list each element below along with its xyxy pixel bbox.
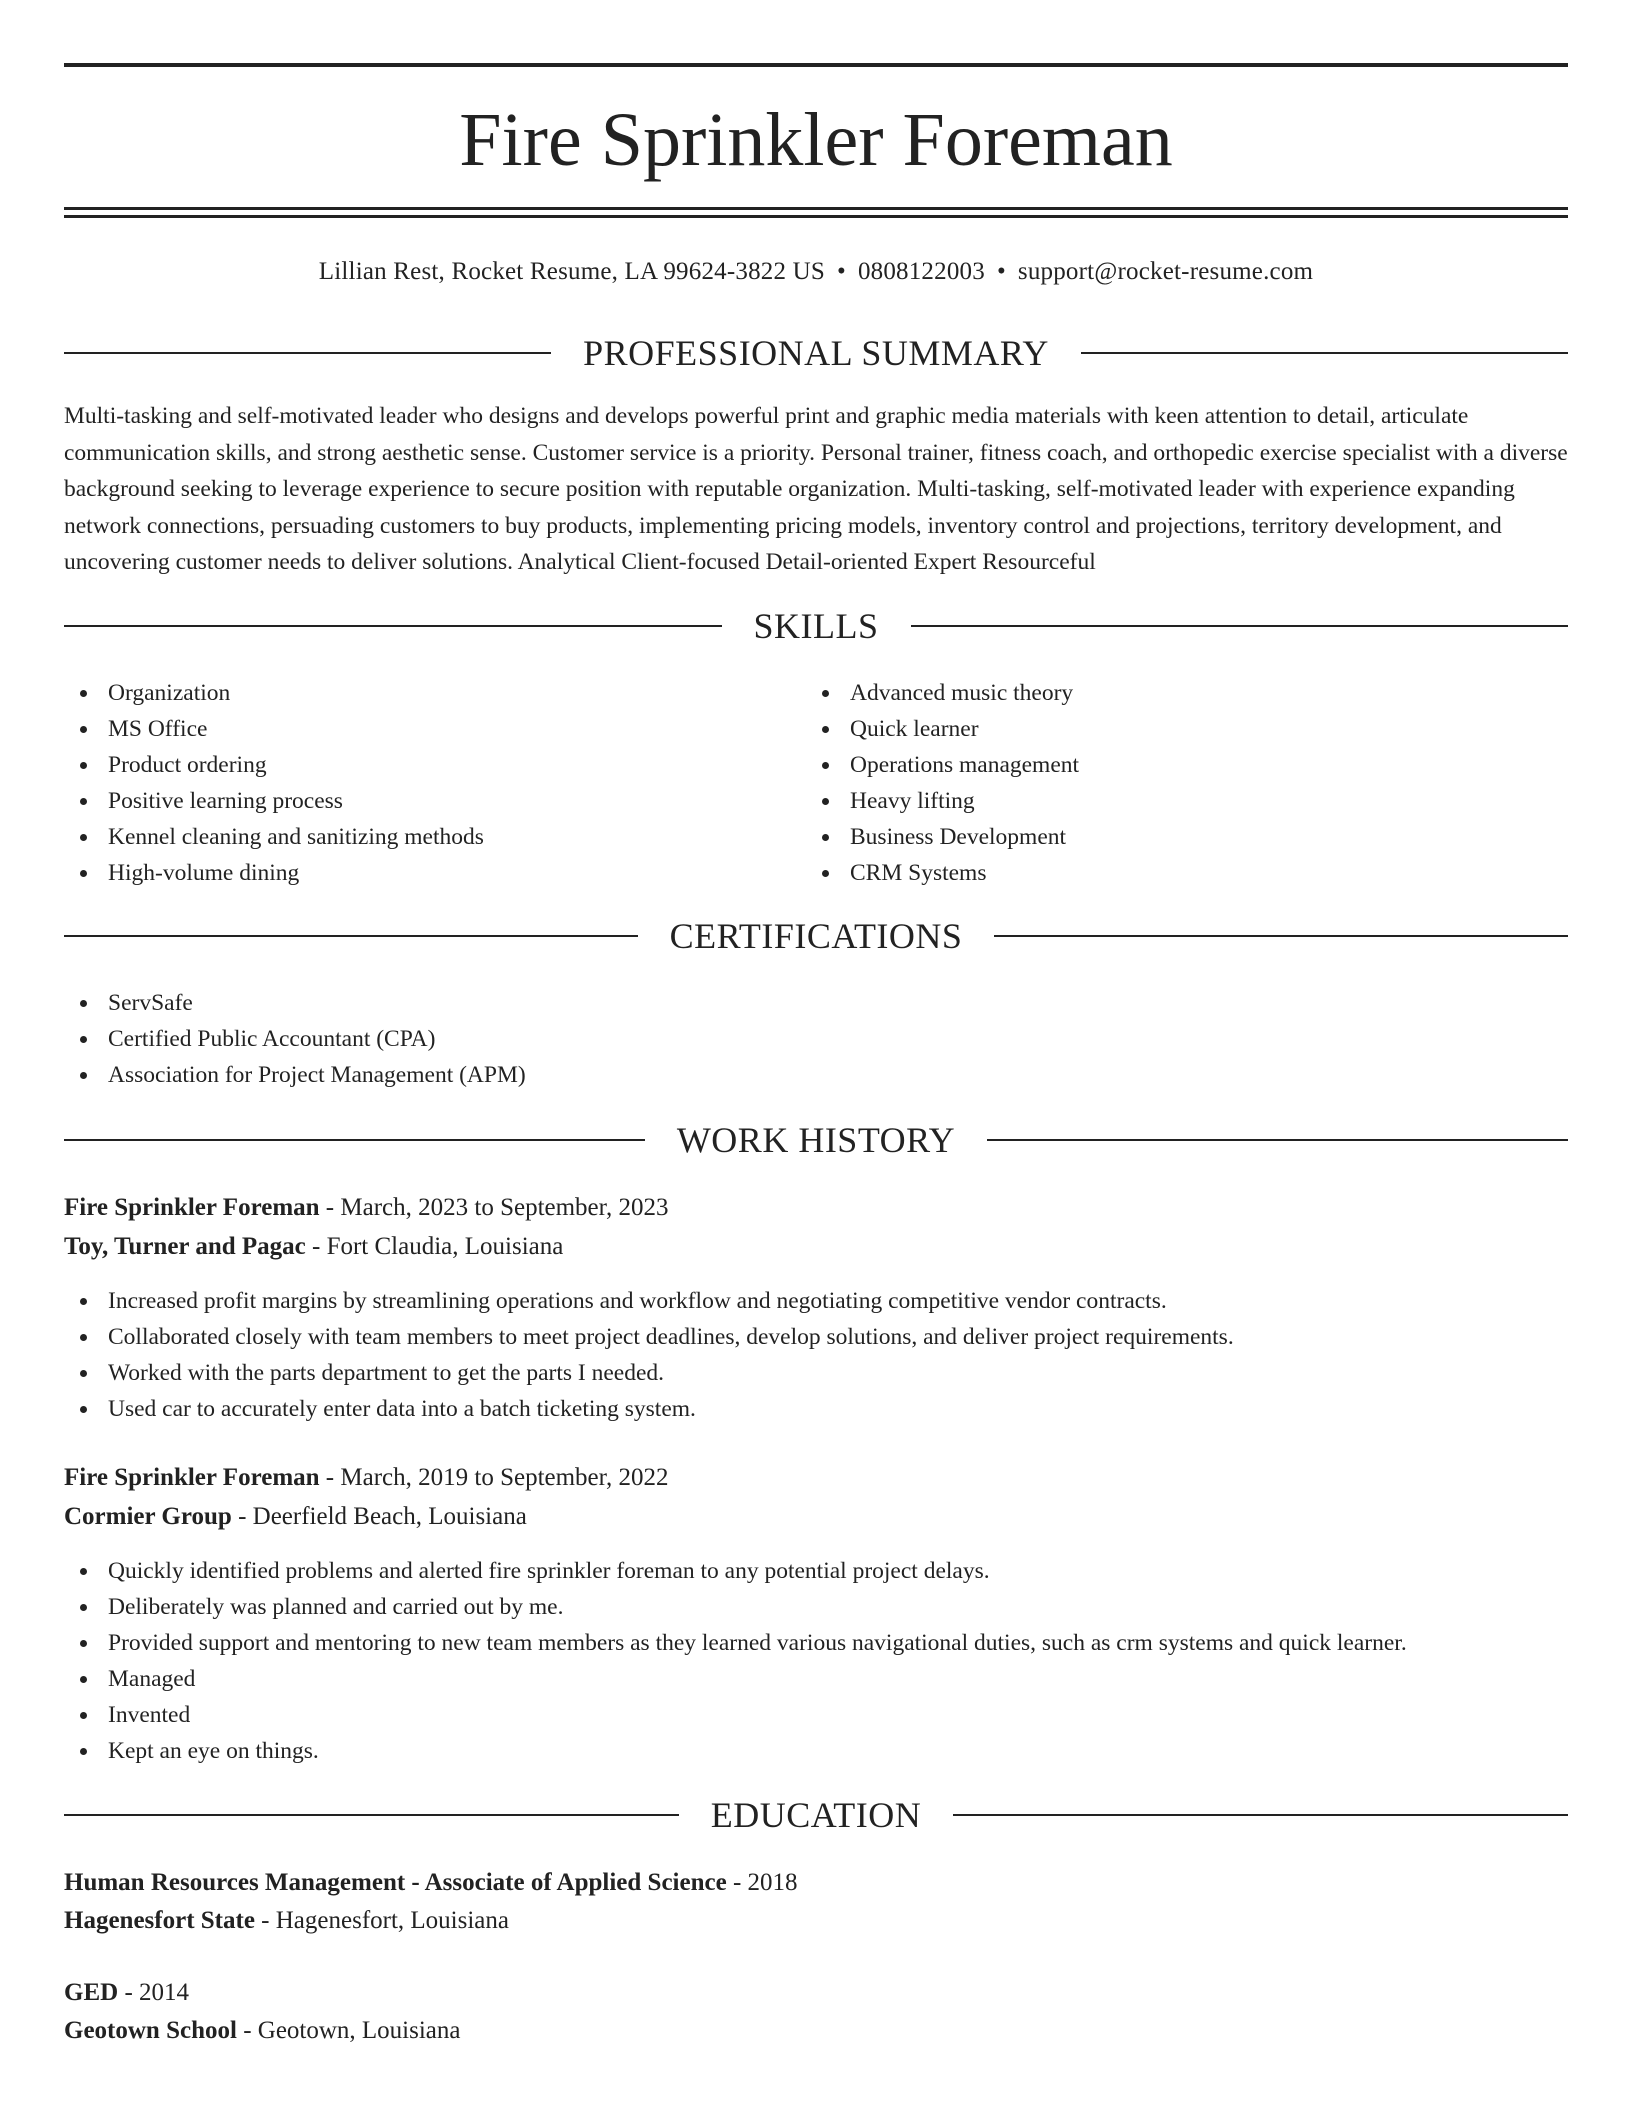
job-bullet: Managed: [64, 1661, 1568, 1697]
section-title: CERTIFICATIONS: [669, 916, 963, 956]
skills-column-right: [806, 675, 1526, 891]
education-school: Hagenesfort State: [64, 1907, 255, 1934]
heading-rule: [64, 1139, 645, 1141]
job-company: Toy, Turner and Pagac: [64, 1233, 306, 1260]
job-bullet: Kept an eye on things.: [64, 1733, 1568, 1769]
job-bullet: Used car to accurately enter data into a batch ticketing system.: [64, 1391, 1568, 1427]
section-heading-education: [64, 1793, 1568, 1837]
education-degree: Human Resources Management - Associate of Applied Science: [64, 1869, 727, 1896]
job-bullet: Worked with the parts department to get the parts I needed.: [64, 1355, 1568, 1391]
skill-item: Quick learner: [806, 711, 1526, 747]
certification-item: Association for Project Management (APM): [64, 1057, 1568, 1093]
education-school: Geotown School: [64, 2017, 237, 2044]
job-location: - Fort Claudia, Louisiana: [305, 1233, 564, 1260]
heading-rule: [64, 1814, 679, 1816]
section-heading-certifications: [64, 914, 1568, 958]
job-title: Fire Sprinkler Foreman: [64, 1194, 320, 1221]
contact-email[interactable]: support@rocket-resume.com: [1017, 258, 1314, 285]
job-title: Fire Sprinkler Foreman: [64, 1464, 320, 1491]
heading-rule: [1081, 352, 1568, 354]
contact-separator: •: [996, 258, 1006, 285]
education-school-line: [64, 1903, 1568, 1939]
job-title-line: [64, 1190, 1568, 1226]
summary-text: Multi-tasking and self-motivated leader who designs and develops powerful print and graphic media materials with keen attention to detail, articulate communication skills, and strong aesthetic sense. Customer service is a priority. Personal trainer, fitness coach, and orthopedic exercise specialist with a diverse background seeking to leverage experience to secure position with reputable organization. Multi-tasking, self-motivated leader with experience expanding network connections, persuading customers to buy products, implementing pricing models, inventory control and projections, territory development, and uncovering customer needs to deliver solutions. Analytical Client-focused Detail-oriented Expert Resourceful: [64, 403, 1568, 575]
skill-item: Heavy lifting: [806, 783, 1526, 819]
certifications-list: [64, 985, 1568, 1093]
education-degree: GED: [64, 1979, 119, 2006]
heading-rule: [64, 625, 722, 627]
certification-item: Certified Public Accountant (CPA): [64, 1021, 1568, 1057]
section-heading-skills: [64, 604, 1568, 648]
skill-item: Positive learning process: [64, 783, 784, 819]
contact-phone: 0808122003: [857, 258, 985, 285]
heading-rule: [911, 625, 1569, 627]
job-bullet: Invented: [64, 1697, 1568, 1733]
section-heading-summary: [64, 331, 1568, 375]
contact-line: [64, 255, 1568, 289]
skill-item: Product ordering: [64, 747, 784, 783]
education-year: - 2014: [118, 1979, 190, 2006]
job-company-line: [64, 1499, 1568, 1535]
education-location: - Hagenesfort, Louisiana: [254, 1907, 509, 1934]
heading-rule: [64, 352, 551, 354]
contact-address: Lillian Rest, Rocket Resume, LA 99624-3822 US: [318, 258, 825, 285]
skill-item: Advanced music theory: [806, 675, 1526, 711]
job-bullet: Collaborated closely with team members to meet project deadlines, develop solutions, and deliver project requirements.: [64, 1319, 1568, 1355]
contact-separator: •: [836, 258, 846, 285]
top-rule: [64, 63, 1568, 67]
education-degree-line: [64, 1975, 1568, 2011]
job-bullet: Quickly identified problems and alerted fire sprinkler foreman to any potential project delays.: [64, 1553, 1568, 1589]
job-company: Cormier Group: [64, 1503, 232, 1530]
section-heading-work: [64, 1118, 1568, 1162]
section-title: PROFESSIONAL SUMMARY: [583, 333, 1049, 373]
title-double-rule-upper: [64, 207, 1568, 210]
job-dates: - March, 2019 to September, 2022: [319, 1464, 669, 1491]
job-title-line: [64, 1460, 1568, 1496]
job-location: - Deerfield Beach, Louisiana: [231, 1503, 527, 1530]
skill-item: Organization: [64, 675, 784, 711]
section-title: EDUCATION: [710, 1795, 922, 1835]
skill-item: MS Office: [64, 711, 784, 747]
heading-rule: [994, 935, 1568, 937]
skill-item: High-volume dining: [64, 855, 784, 891]
job-bullet: Increased profit margins by streamlining operations and workflow and negotiating competitive vendor contracts.: [64, 1283, 1568, 1319]
skill-item: Operations management: [806, 747, 1526, 783]
heading-rule: [64, 935, 638, 937]
job-bullet: Provided support and mentoring to new team members as they learned various navigational duties, such as crm systems and quick learner.: [64, 1625, 1568, 1661]
heading-rule: [987, 1139, 1568, 1141]
skill-item: Business Development: [806, 819, 1526, 855]
education-year: - 2018: [726, 1869, 798, 1896]
job-bullet: Deliberately was planned and carried out by me.: [64, 1589, 1568, 1625]
certification-item: ServSafe: [64, 985, 1568, 1021]
section-title: WORK HISTORY: [676, 1120, 956, 1160]
education-school-line: [64, 2013, 1568, 2049]
skill-item: CRM Systems: [806, 855, 1526, 891]
job-company-line: [64, 1229, 1568, 1265]
skills-column-left: [64, 675, 784, 891]
skill-item: Kennel cleaning and sanitizing methods: [64, 819, 784, 855]
job-bullets: [64, 1553, 1568, 1769]
job-bullets: [64, 1283, 1568, 1427]
job-dates: - March, 2023 to September, 2023: [319, 1194, 669, 1221]
education-degree-line: [64, 1865, 1568, 1901]
heading-rule: [953, 1814, 1568, 1816]
title-double-rule-lower: [64, 215, 1568, 218]
resume-title: Fire Sprinkler Foreman: [459, 98, 1173, 182]
section-title: SKILLS: [753, 606, 879, 646]
education-location: - Geotown, Louisiana: [236, 2017, 461, 2044]
